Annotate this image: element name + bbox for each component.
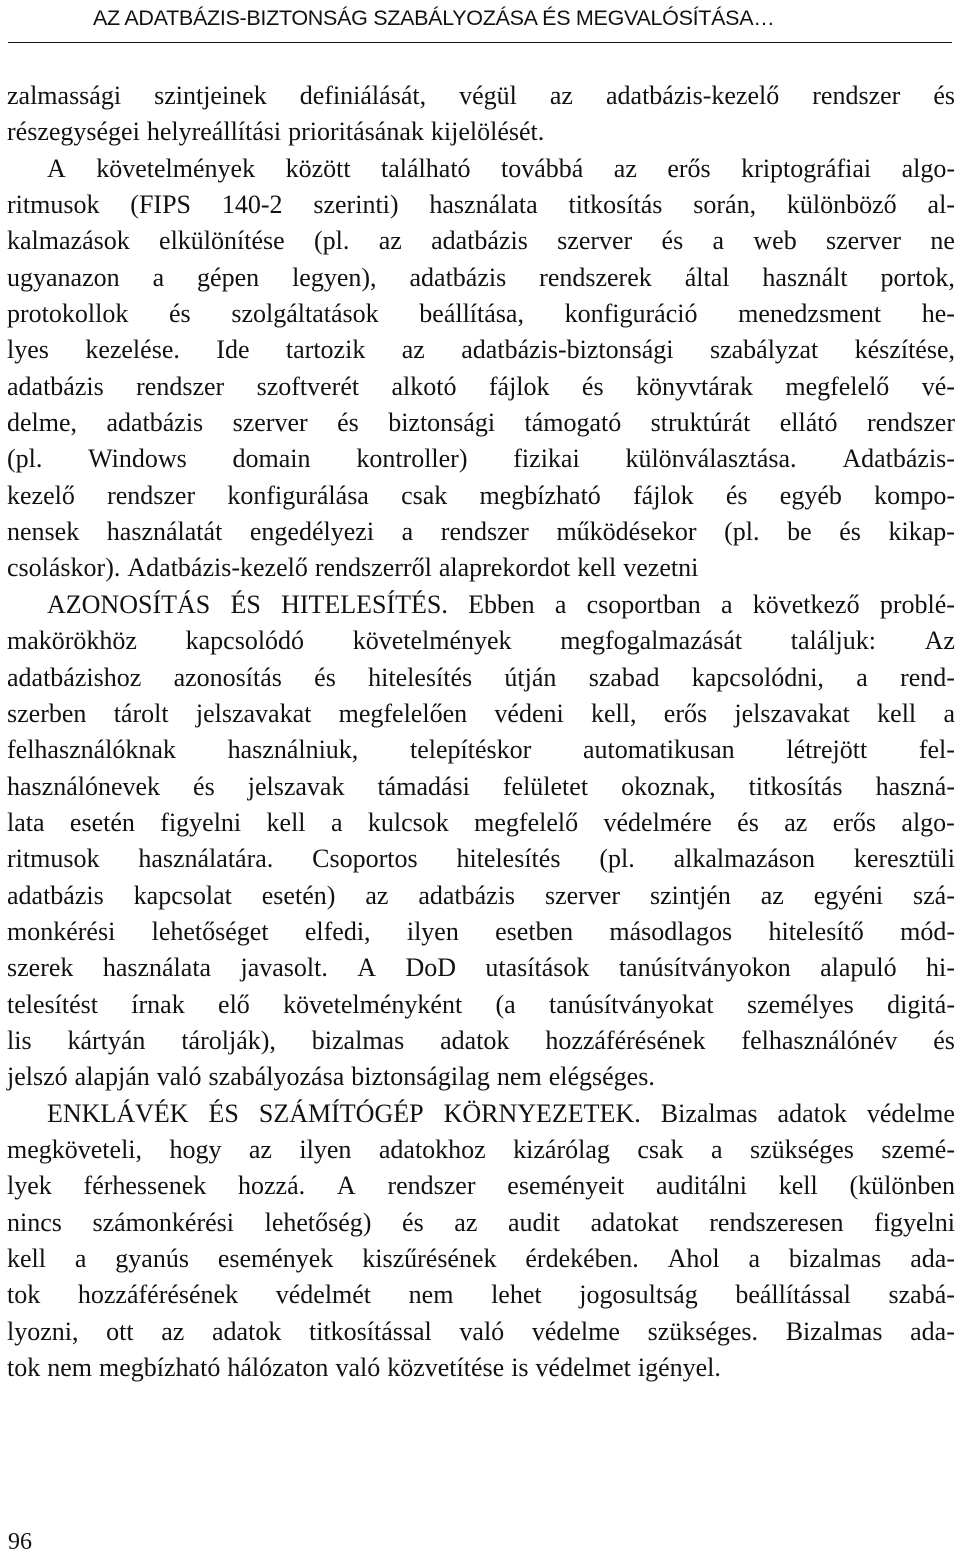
text-line: adatbázishoz azonosítás és hitelesítés útján szabad kapcsolódni, a rend- xyxy=(7,662,955,692)
text-line: AZONOSÍTÁS ÉS HITELESÍTÉS. Ebben a csoportban a következő problé- xyxy=(47,589,955,619)
text-line: lis kártyán tárolják), bizalmas adatok hozzáférésének felhasználónév és xyxy=(7,1025,955,1055)
text-line: tok nem megbízható hálózaton való közvetítése is védelmet igényel. xyxy=(7,1353,721,1383)
text-line: monkérési lehetőséget elfedi, ilyen esetben másodlagos hitelesítő mód- xyxy=(7,916,955,946)
text-line: csoláskor). Adatbázis-kezelő rendszerről alaprekordot kell vezetni xyxy=(7,553,699,583)
body-text xyxy=(7,78,955,1386)
text-line: ritmusok (FIPS 140-2 szerinti) használata titkosítás során, különböző al- xyxy=(7,190,955,220)
text-line: kezelő rendszer konfigurálása csak megbízható fájlok és egyéb kompo- xyxy=(7,480,955,510)
text-line: ENKLÁVÉK ÉS SZÁMÍTÓGÉP KÖRNYEZETEK. Bizalmas adatok védelme xyxy=(47,1098,955,1128)
text-line: szerben tárolt jelszavakat megfelelően védeni kell, erős jelszavakat kell a xyxy=(7,698,955,728)
text-line: (pl. Windows domain kontroller) fizikai különválasztása. Adatbázis- xyxy=(7,444,955,474)
text-line: részegységei helyreállítási prioritásának kijelölését. xyxy=(7,117,545,147)
text-line: megköveteli, hogy az ilyen adatokhoz kizárólag csak a szükséges szemé- xyxy=(7,1134,955,1164)
text-line: lyek férhessenek hozzá. A rendszer eseményeit auditálni kell (különben xyxy=(7,1171,955,1201)
text-line: adatbázis rendszer szoftverét alkotó fájlok és könyvtárak megfelelő vé- xyxy=(7,371,955,401)
text-line: lyozni, ott az adatok titkosítással való védelme szükséges. Bizalmas ada- xyxy=(7,1316,955,1346)
page-number: 96 xyxy=(8,1529,32,1555)
text-line: zalmassági szintjeinek definiálását, végül az adatbázis-kezelő rendszer és xyxy=(7,81,955,110)
text-line: jelszó alapján való szabályozása biztonságilag nem elégséges. xyxy=(7,1062,655,1092)
text-line: ritmusok használatára. Csoportos hitelesítés (pl. alkalmazáson keresztüli xyxy=(7,844,955,874)
text-line: használónevek és jelszavak támadási felületet okoznak, titkosítás haszná- xyxy=(7,771,955,801)
text-line: kell a gyanús események kiszűrésének érdekében. Ahol a bizalmas ada- xyxy=(7,1244,955,1273)
text-line: adatbázis kapcsolat esetén) az adatbázis szerver szintjén az egyéni szá- xyxy=(7,880,955,910)
running-header: AZ ADATBÁZIS-BIZTONSÁG SZABÁLYOZÁSA ÉS MEGVALÓSÍTÁSA… xyxy=(93,6,775,30)
text-line: szerek használata javasolt. A DoD utasítások tanúsítványokon alapuló hi- xyxy=(7,953,955,983)
text-line: nincs számonkérési lehetőség) és az audit adatokat rendszeresen figyelni xyxy=(7,1207,955,1237)
text-line: protokollok és szolgáltatások beállítása, konfiguráció menedzsment he- xyxy=(7,299,955,329)
text-line: kalmazások elkülönítése (pl. az adatbázis szerver és a web szerver ne xyxy=(7,226,955,256)
text-line: felhasználóknak használniuk, telepítéskor automatikusan létrejött fel- xyxy=(7,735,955,765)
header-rule xyxy=(8,42,952,43)
text-line: lyes kezelése. Ide tartozik az adatbázis-biztonsági szabályzat készítése, xyxy=(7,335,955,365)
text-line: nensek használatát engedélyezi a rendszer működésekor (pl. be és kikap- xyxy=(7,517,955,547)
text-line: telesítést írnak elő követelményként (a tanúsítványokat személyes digitá- xyxy=(7,989,955,1019)
text-line: A követelmények között található továbbá az erős kriptográfiai algo- xyxy=(47,153,955,183)
text-line: lata esetén figyelni kell a kulcsok megfelelő védelmére és az erős algo- xyxy=(7,807,955,837)
text-line: ugyanazon a gépen legyen), adatbázis rendszerek által használt portok, xyxy=(7,262,955,292)
text-line: tok hozzáférésének védelmét nem lehet jogosultság beállítással szabá- xyxy=(7,1280,955,1310)
text-line: delme, adatbázis szerver és biztonsági támogató struktúrát ellátó rendszer xyxy=(7,408,955,438)
text-line: makörökhöz kapcsolódó követelmények megfogalmazását találjuk: Az xyxy=(7,626,955,656)
